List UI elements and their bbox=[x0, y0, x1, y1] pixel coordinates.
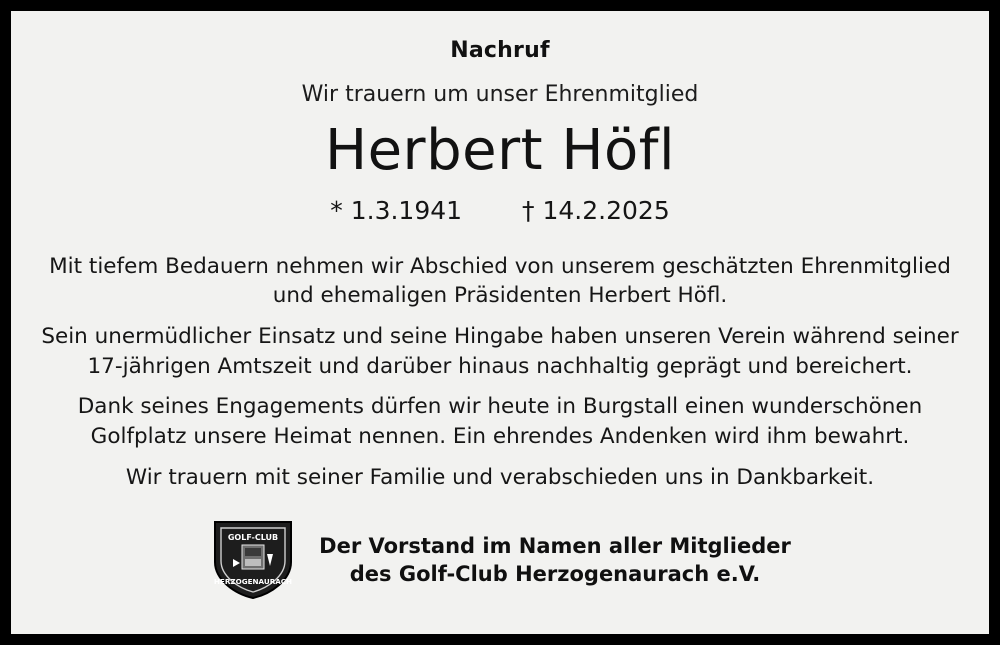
signature-line-1: Der Vorstand im Namen aller Mitglieder bbox=[319, 534, 791, 559]
birth-date: * 1.3.1941 bbox=[330, 195, 463, 225]
life-dates bbox=[330, 196, 669, 225]
lead-text: Wir trauern um unser Ehrenmitglied bbox=[301, 82, 699, 107]
death-date: † 14.2.2025 bbox=[522, 195, 670, 225]
signature-row bbox=[11, 518, 989, 602]
page-title: Nachruf bbox=[450, 38, 550, 63]
body-paragraph: Mit tiefem Bedauern nehmen wir Abschied von unserem geschätzten Ehrenmitglied und ehemaligen Präsidenten Herbert Höfl. bbox=[49, 253, 951, 309]
signature-text bbox=[319, 532, 791, 589]
body-paragraph: Wir trauern mit seiner Familie und verabschieden uns in Dankbarkeit. bbox=[125, 464, 875, 490]
golf-club-crest-icon bbox=[209, 518, 297, 602]
svg-text:GOLF-CLUB: GOLF-CLUB bbox=[228, 533, 279, 543]
body-paragraph: Dank seines Engagements dürfen wir heute in Burgstall einen wunderschönen Golfplatz unsere Heimat nennen. Ein ehrendes Andenken wird ihm bewahrt. bbox=[77, 394, 923, 450]
obituary-body bbox=[35, 252, 965, 493]
deceased-name: Herbert Höfl bbox=[324, 118, 675, 183]
svg-text:HERZOGENAURACH: HERZOGENAURACH bbox=[214, 577, 293, 587]
signature-line-2: des Golf-Club Herzogenaurach e.V. bbox=[349, 562, 761, 587]
obituary-card bbox=[11, 11, 989, 634]
body-paragraph: Sein unermüdlicher Einsatz und seine Hingabe haben unseren Verein während seiner 17-jährigen Amtszeit und darüber hinaus nachhaltig geprägt und bereichert. bbox=[41, 324, 959, 379]
